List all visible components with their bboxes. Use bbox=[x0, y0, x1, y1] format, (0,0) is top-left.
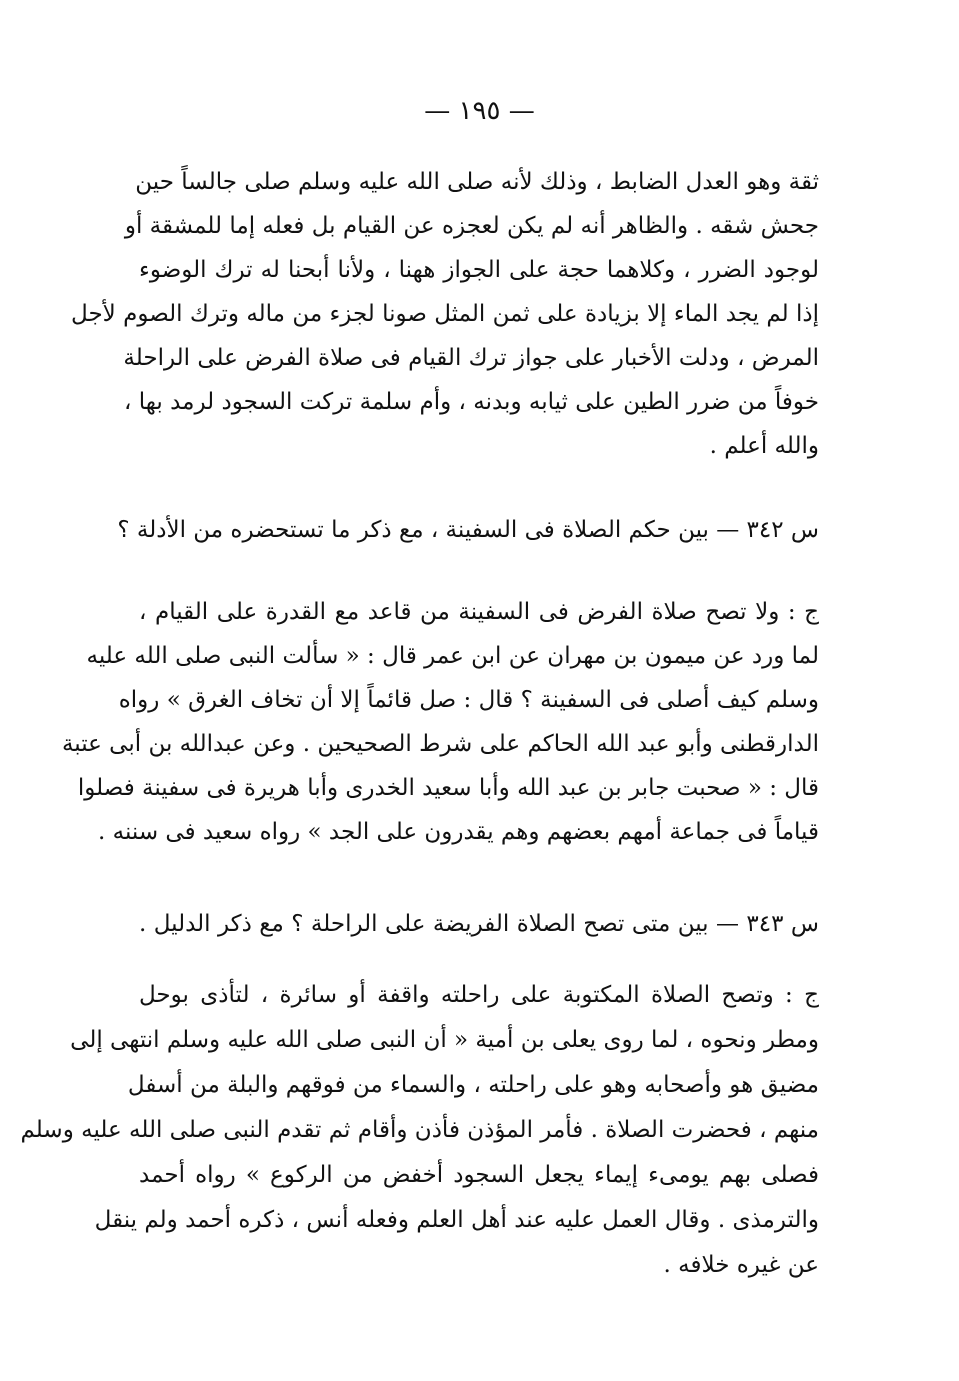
answer-343-line: عن غيره خلافه . bbox=[663, 1252, 819, 1278]
paragraph-1-line: ثقة وهو العدل الضابط ، وذلك لأنه صلى الله عليه وسلم صلى جالساً حين bbox=[135, 169, 819, 195]
answer-342-line: ج : ولا تصح صلاة الفرض فى السفينة من قاعد مع القدرة على القيام ، bbox=[139, 599, 819, 625]
paragraph-1-line: إذا لم يجد الماء إلا بزيادة على ثمن المثل صونا لجزء من ماله وترك الصوم لأجل bbox=[71, 301, 819, 327]
page-number: — ١٩٥ — bbox=[424, 96, 535, 126]
answer-343-line: مضيق هو وأصحابه وهو على راحلته ، والسماء من فوقهم والبلة من أسفل bbox=[127, 1072, 819, 1098]
answer-343-line: ومطر ونحوه ، لما روى يعلى بن أمية « أن النبى صلى الله عليه وسلم انتهى إلى bbox=[70, 1027, 819, 1053]
answer-342-line: لما ورد عن ميمون بن مهران عن ابن عمر قال : « سألت النبى صلى الله عليه bbox=[86, 643, 819, 669]
answer-343-line: ج : وتصح الصلاة المكتوبة على راحلته واقفة أو سائرة ، لتأذى بوحل bbox=[139, 982, 819, 1008]
answer-342-line: الدارقطنى وأبو عبد الله الحاكم على شرط الصحيحين . وعن عبدالله بن أبى عتبة bbox=[61, 731, 819, 757]
answer-343-line: فصلى بهم يومىء إيماء يجعل السجود أخفض من الركوع » رواه أحمد bbox=[139, 1162, 819, 1188]
paragraph-1-line: خوفاً من ضرر الطين على ثيابه وبدنه ، وأم سلمة تركت السجود لرمد بها ، bbox=[124, 389, 819, 415]
answer-343-line: والترمذى . وقال العمل عليه عند أهل العلم وفعله أنس ، ذكره أحمد ولم ينقل bbox=[94, 1207, 819, 1233]
answer-342-line: قال : « صحبت جابر بن عبد الله وأبا سعيد الخدرى وأبا هريرة فى سفينة فصلوا bbox=[77, 775, 819, 801]
answer-342-line: وسلم كيف أصلى فى السفينة ؟ قال : صل قائماً إلا أن تخاف الغرق » رواه bbox=[118, 687, 819, 713]
question-343: س ٣٤٣ — بين متى تصح الصلاة الفريضة على الراحلة ؟ مع ذكر الدليل . bbox=[139, 911, 819, 937]
paragraph-1-line: لوجود الضرر ، وكلاهما حجة على الجواز ههنا ، ولأنا أبحنا له ترك الوضوء bbox=[139, 257, 819, 283]
paragraph-1-line: المرض ، ودلت الأخبار على جواز ترك القيام فى صلاة الفرض على الراحلة bbox=[123, 345, 819, 371]
paragraph-1-line: جحش شقه . والظاهر أنه لم يكن لعجزه عن القيام بل فعله إما للمشقة أو bbox=[124, 213, 819, 239]
paragraph-1-line: والله أعلم . bbox=[709, 433, 819, 459]
answer-342-line: قياماً فى جماعة أمهم بعضهم وهم يقدرون على الجد » رواه سعيد فى سننه . bbox=[98, 819, 819, 845]
question-342: س ٣٤٢ — بين حكم الصلاة فى السفينة ، مع ذكر ما تستحضره من الأدلة ؟ bbox=[117, 517, 819, 543]
answer-343-line: منهم ، فحضرت الصلاة . فأمر المؤذن فأذن وأقام ثم تقدم النبى صلى الله عليه وسلم bbox=[20, 1117, 819, 1143]
